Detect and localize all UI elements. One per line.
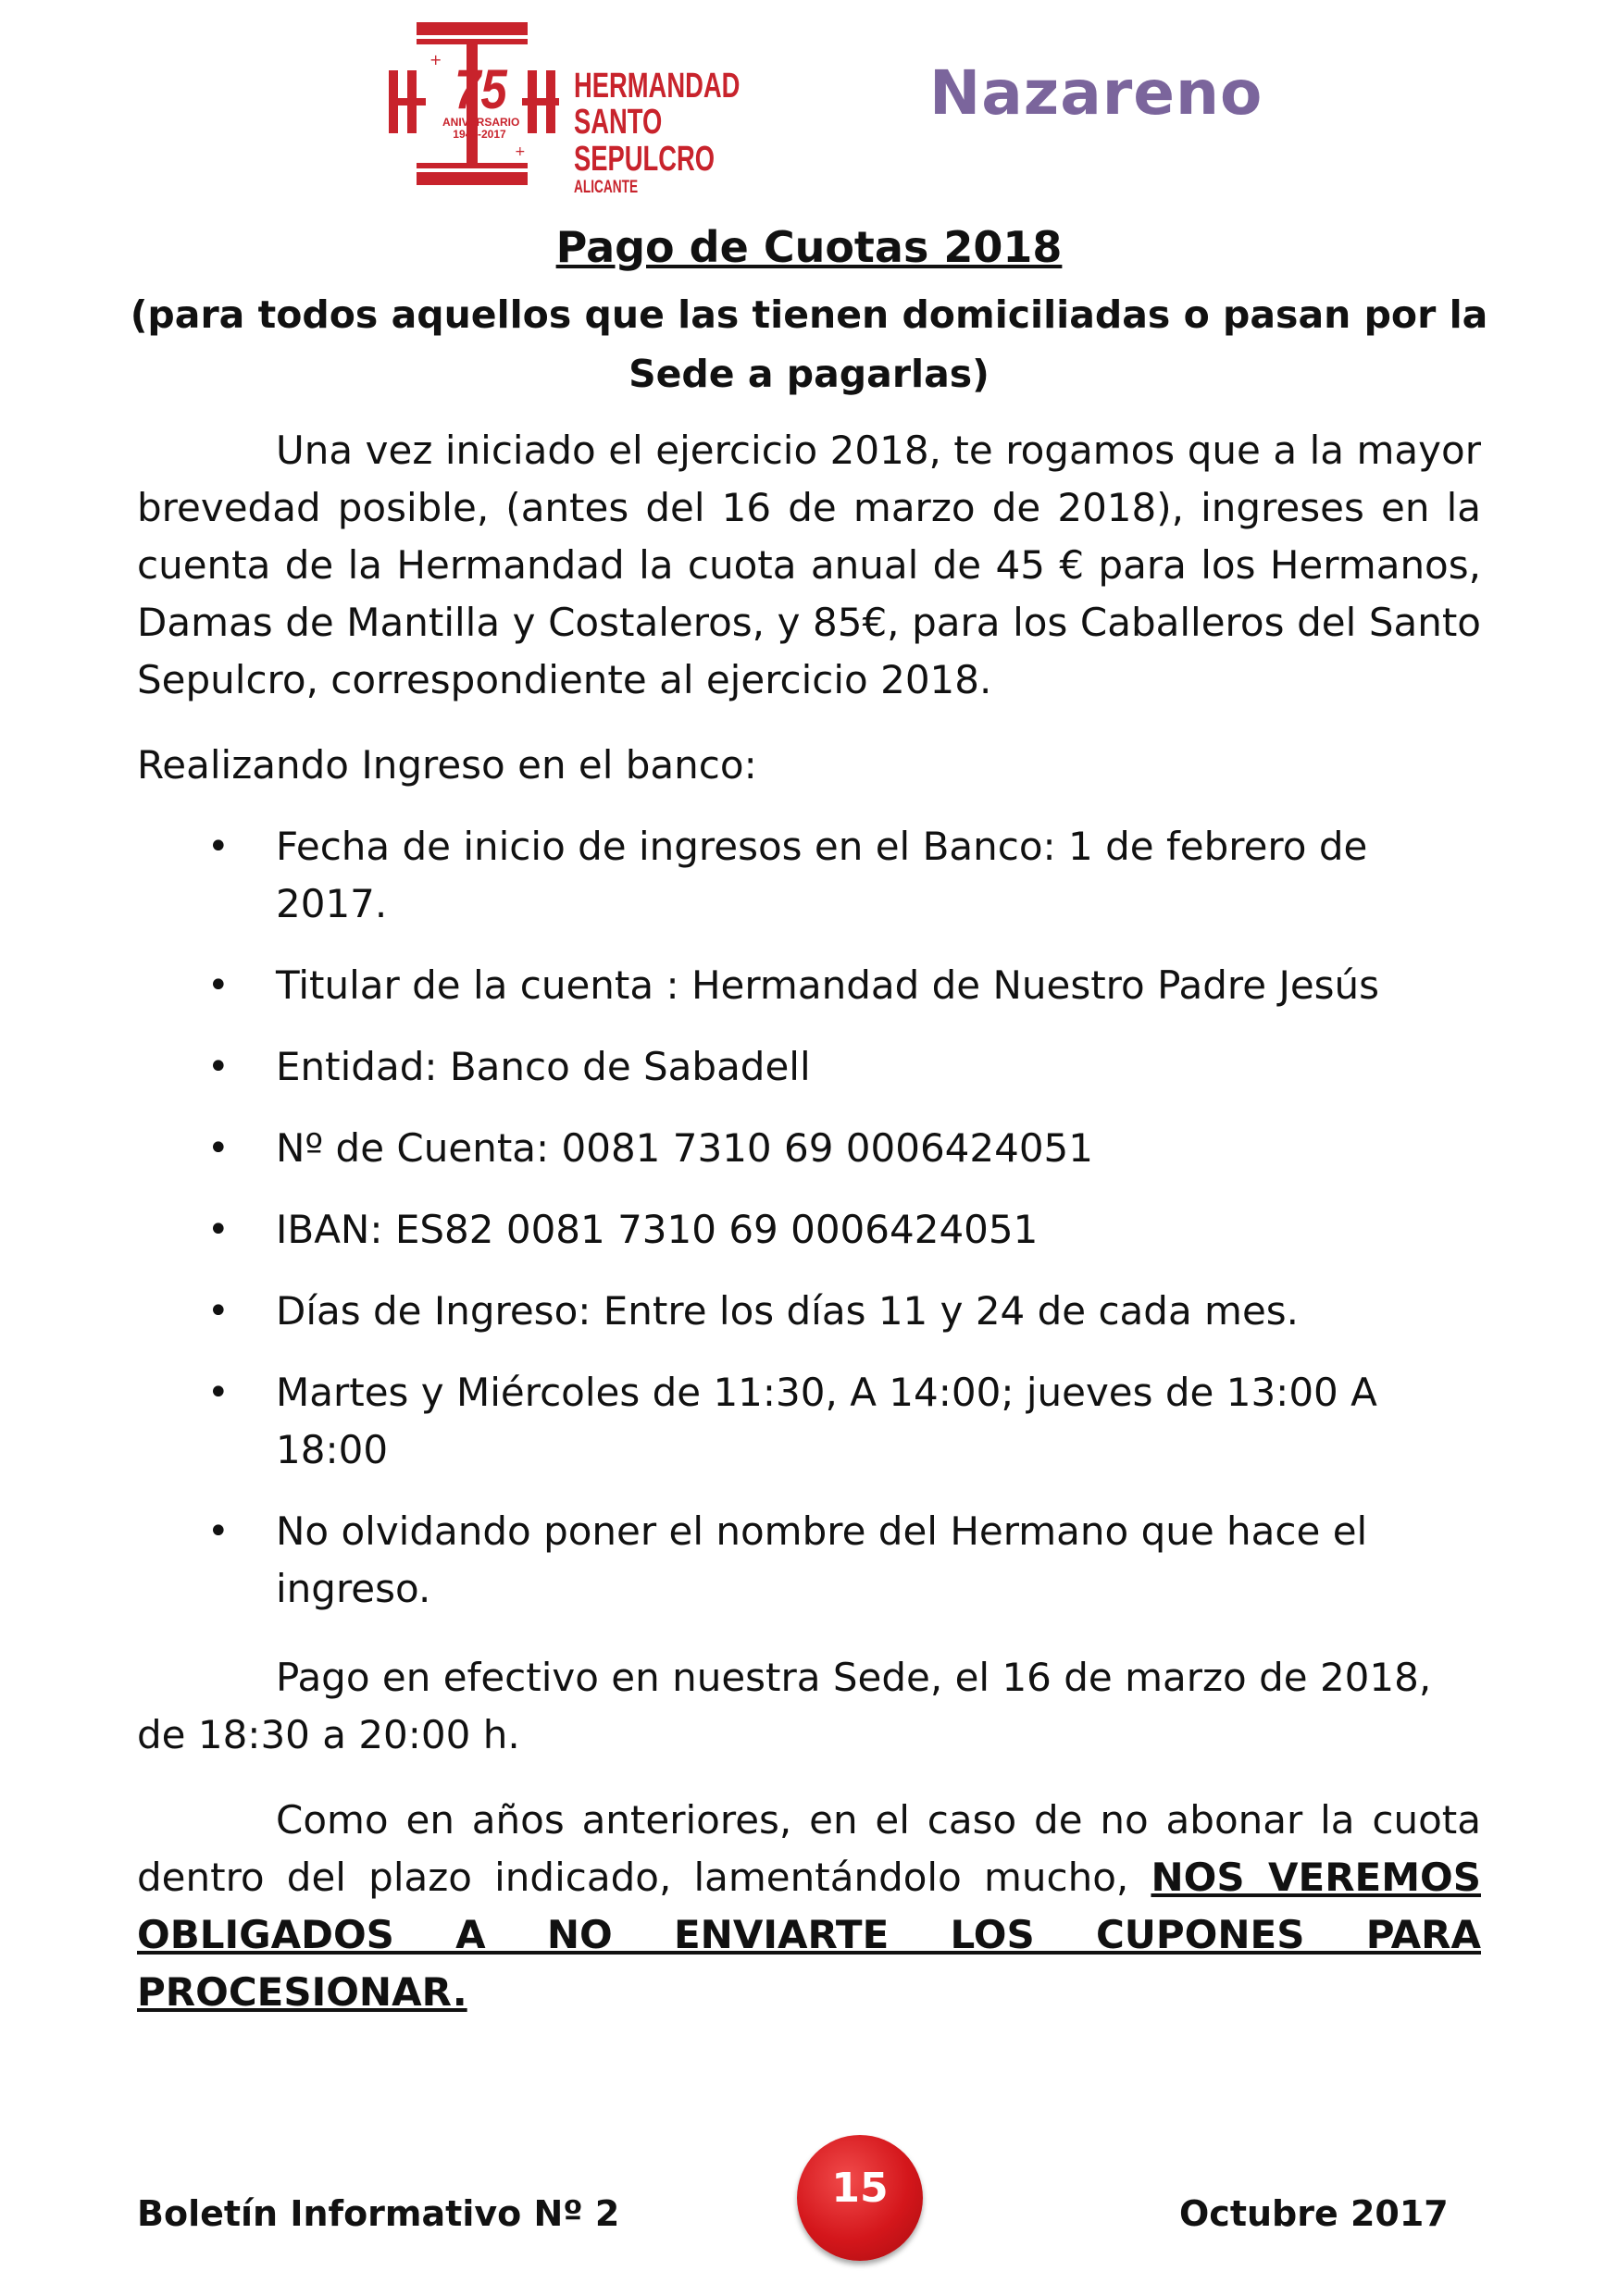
page-number: 15: [831, 2165, 889, 2212]
list-item: • Nº de Cuenta: 0081 7310 69 0006424051: [137, 1120, 1481, 1177]
logo-line-1: HERMANDAD: [574, 67, 741, 105]
warning-text: Como en años anteriores, en el caso de no abonar la cuota dentro del plazo indicado, lamentándolo mucho,: [137, 1797, 1481, 1900]
list-item: • IBAN: ES82 0081 7310 69 0006424051: [137, 1201, 1481, 1259]
page-subtitle: (para todos aquellos que las tienen domiciliadas o pasan por la Sede a pagarlas): [130, 292, 1488, 396]
page-number-badge: [797, 2135, 923, 2261]
list-item: • Fecha de inicio de ingresos en el Banco: 1 de febrero de 2017.: [137, 818, 1481, 933]
anniversary-number: 75: [454, 58, 507, 120]
page-title: Pago de Cuotas 2018: [555, 222, 1063, 272]
svg-text:+: +: [515, 144, 526, 159]
list-item: • Titular de la cuenta : Hermandad de Nuestro Padre Jesús: [137, 957, 1481, 1014]
anniversary-label: [442, 116, 520, 141]
logo-wordmark: [574, 68, 753, 198]
warning-paragraph: [137, 1792, 1481, 2021]
cash-payment-paragraph: Pago en efectivo en nuestra Sede, el 16 de marzo de 2018, de 18:30 a 20:00 h.: [137, 1655, 1432, 1757]
intro-paragraph: Una vez iniciado el ejercicio 2018, te rogamos que a la mayor brevedad posible, (antes del 16 de marzo de 2018), ingreses en la cuenta de la Hermandad la cuota anual de 45 € para los Hermanos, Damas de Mantilla y Costaleros, y 85€, para los Caballeros del Santo Sepulcro, correspondiente al ejercicio 2018.: [137, 428, 1481, 702]
bank-details-list: [137, 818, 1481, 1642]
list-item: • Días de Ingreso: Entre los días 11 y 24 de cada mes.: [137, 1283, 1481, 1340]
logo-line-2: SANTO SEPULCRO: [574, 103, 716, 179]
hermandad-logo: [389, 17, 824, 197]
svg-text:+: +: [429, 51, 442, 68]
section-title: Nazareno: [929, 57, 1263, 129]
bank-heading: Realizando Ingreso en el banco:: [137, 742, 757, 788]
list-item: • No olvidando poner el nombre del Hermano que hace el ingreso.: [137, 1503, 1481, 1618]
footer-date: Octubre 2017: [1179, 2193, 1449, 2234]
list-item: • Entidad: Banco de Sabadell: [137, 1038, 1481, 1096]
footer-bulletin: Boletín Informativo Nº 2: [137, 2193, 620, 2234]
anniversary-label-text: ANIVERSARIO: [442, 116, 520, 129]
warning-emphasis: NOS VEREMOS OBLIGADOS A NO ENVIARTE LOS CUPONES PARA PROCESIONAR.: [137, 1855, 1481, 2015]
list-item: • Martes y Miércoles de 11:30, A 14:00; jueves de 13:00 A 18:00: [137, 1364, 1481, 1479]
logo-line-3: ALICANTE: [574, 178, 639, 197]
anniversary-years: 1942-2017: [453, 128, 506, 141]
